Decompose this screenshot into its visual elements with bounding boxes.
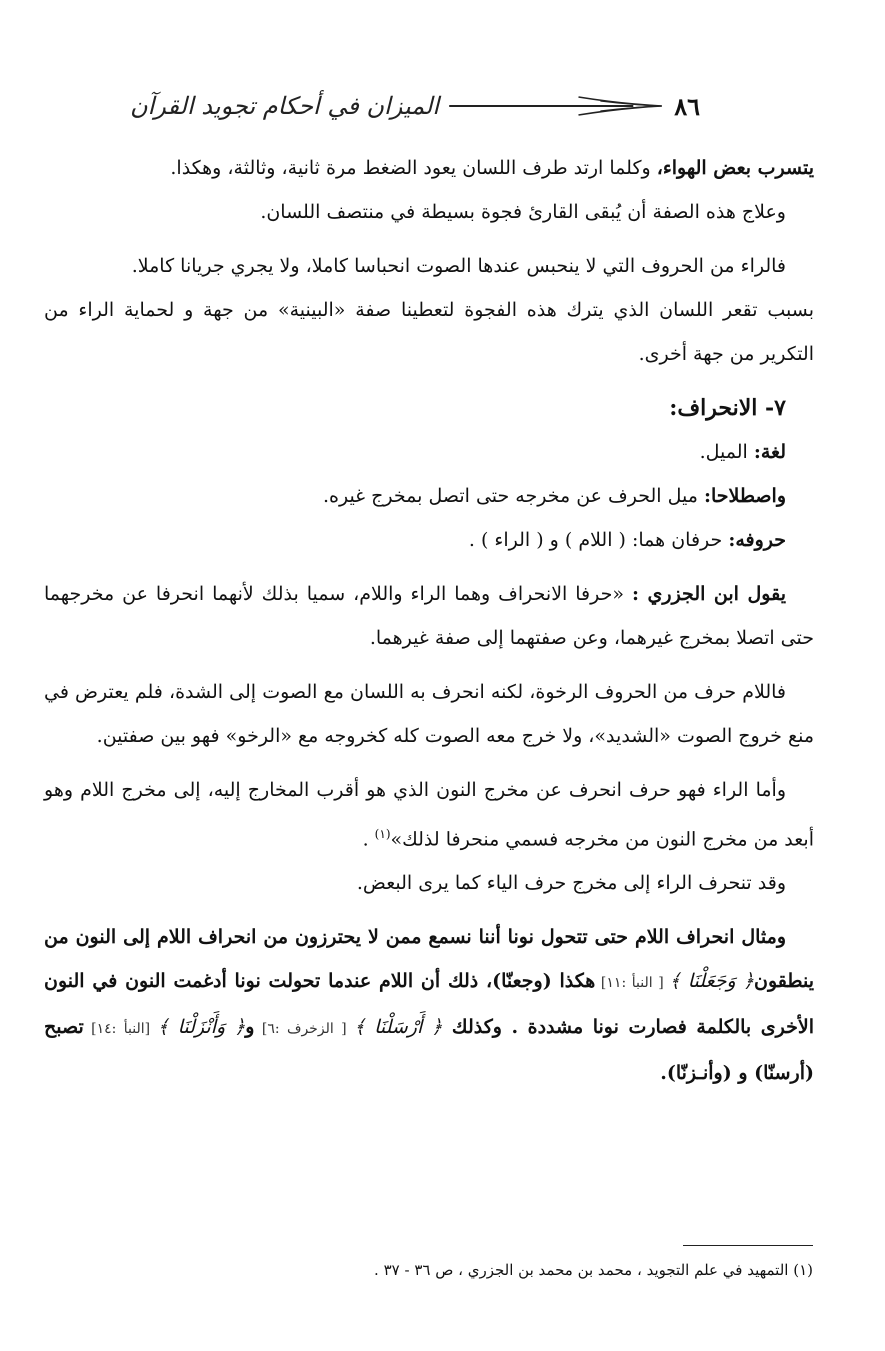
definition-label: واصطلاحا: (703, 485, 786, 507)
paragraph-text: و (245, 1016, 255, 1039)
definition-text: ميل الحرف عن مخرجه حتى اتصل بمخرج غيره. (322, 485, 704, 507)
example-paragraph (44, 915, 814, 1095)
paragraph-text: وأما الراء فهو حرف انحرف عن مخرج النون الذي هو أقرب المخارج إليه، إلى مخرج اللام وهو أبعد من مخرج النون من مخرجه فسمي منحرفا لذلك» (44, 779, 814, 851)
paragraph: فالراء من الحروف التي لا ينحبس عندها الصوت انحباسا كاملا، ولا يجري جريانا كاملا. (131, 255, 786, 277)
quote-paragraph (44, 572, 814, 660)
paragraph (44, 768, 814, 861)
definition-huroof (44, 518, 814, 562)
definition-lugha (44, 430, 814, 474)
paragraph-text: ومثال انحراف اللام حتى تتحول نونا أننا نسمع ممن لا يحترزون من انحراف اللام إلى النون من ينطقون (44, 926, 814, 993)
paragraph: وقد تنحرف الراء إلى مخرج حرف الياء كما يرى البعض. (356, 872, 786, 895)
footnote-marker: (١) (374, 827, 391, 841)
footnote-divider (683, 1245, 813, 1246)
quran-quote: ﴿ وَأَنْزَلْنَا ﴾ (157, 1016, 246, 1039)
paragraph-text: تصبح (أرسنّا) و (وأنـزنّا). (44, 1016, 814, 1085)
definition-text: الميل. (699, 441, 754, 463)
page-body (44, 146, 814, 1095)
paragraph: بسبب تقعر اللسان الذي يترك هذه الفجوة لتعطينا صفة «البينية» من جهة و لحماية الراء من التكرير من جهة أخرى. (44, 299, 814, 365)
quran-quote: ﴿ أَرْسَلْنَا ﴾ (353, 1016, 443, 1039)
definition-label: حروفه: (728, 529, 786, 551)
bold-lead: يتسرب بعض الهواء، (656, 157, 814, 179)
definition-text: حرفان هما: ( اللام ) و ( الراء ) . (468, 529, 729, 551)
paragraph-text: وكلما ارتد طرف اللسان يعود الضغط مرة ثانية، وثالثة، وهكذا. (170, 157, 657, 179)
running-header (120, 86, 700, 126)
quote-author: يقول ابن الجزري : (631, 583, 787, 605)
paragraph: فاللام حرف من الحروف الرخوة، لكنه انحرف به اللسان مع الصوت إلى الشدة، فلم يعترض في منع خروج الصوت «الشديد»، ولا خرج معه الصوت كله كخروجه مع «الرخو» فهو بين صفتين. (44, 681, 814, 747)
definition-label: لغة: (753, 441, 786, 463)
definition-istilahan (44, 474, 814, 518)
book-title: الميزان في أحكام تجويد القرآن (130, 92, 440, 120)
quran-reference: [النبأ :١٤] (83, 1021, 158, 1038)
paragraph-text: هكذا (وجعنّا)، ذلك أن اللام عندما تحولت نونا أدغمت النون في النون الأخرى بالكلمة فصارت نونا مشددة . وكذلك (44, 970, 814, 1039)
paragraph: وعلاج هذه الصفة أن يُبقى القارئ فجوة بسيطة في منتصف اللسان. (260, 201, 786, 223)
quran-quote: ﴿ وَجَعَلْنَا ﴾ (669, 970, 754, 993)
decorative-arrow-icon (447, 94, 666, 118)
quran-reference: [ الزخرف :٦] (254, 1021, 354, 1038)
section-heading: ٧- الانحراف: (669, 395, 786, 421)
page-number: ٨٦ (674, 91, 700, 121)
quote-text: «حرفا الانحراف وهما الراء واللام، سميا بذلك لأنهما انحرفا عن مخرجهما حتى اتصلا بمخرج غيرهما، وعن صفتهما إلى صفة غيرهما. (44, 583, 814, 649)
quran-reference: [ النبأ :١١] (595, 975, 670, 992)
paragraph (44, 146, 814, 190)
paragraph-text: . (362, 828, 375, 851)
footnote: (١) التمهيد في علم التجويد ، محمد بن محمد بن الجزري ، ص ٣٦ - ٣٧ . (374, 1261, 813, 1279)
